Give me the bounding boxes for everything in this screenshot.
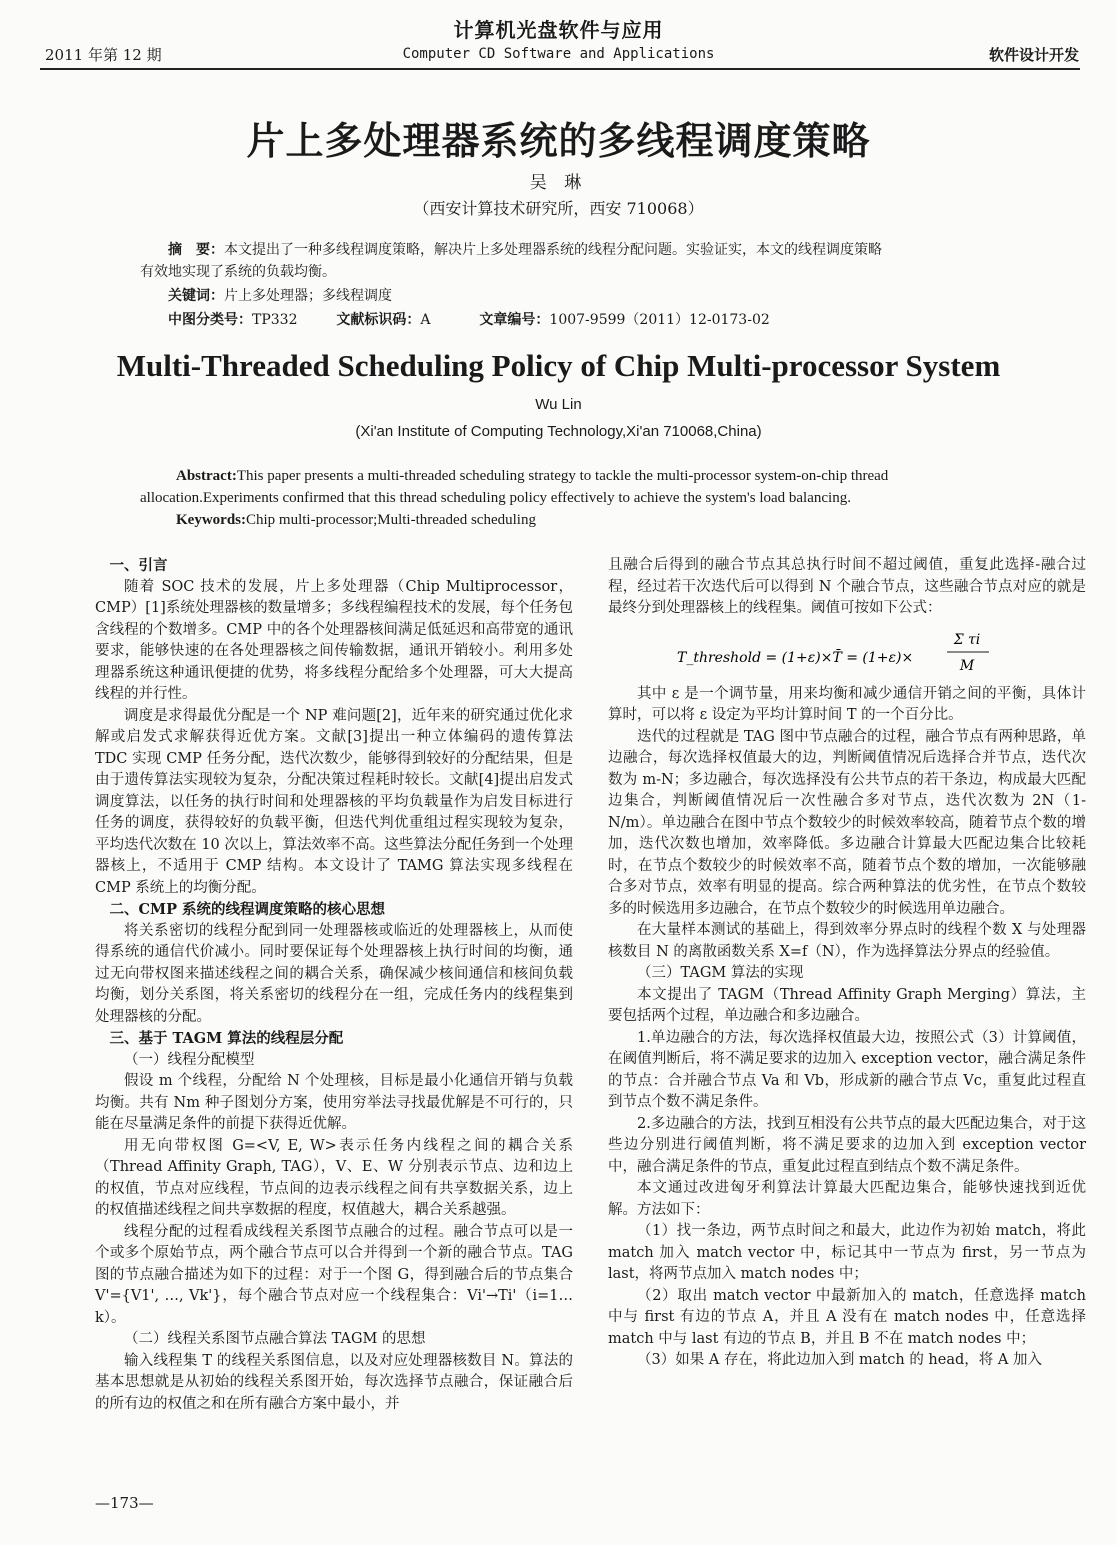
doc-code-value: A <box>420 312 431 328</box>
abstract-en-text2: allocation.Experiments confirmed that this thread scheduling policy effectively to achieve the system's load balancing. <box>140 490 851 506</box>
paragraph: 在大量样本测试的基础上，得到效率分界点时的线程个数 X 与处理器核数目 N 的离散函数关系 X=f（N），作为选择算法分界点的经验值。 <box>608 922 1086 960</box>
section-heading-tagm: 三、基于 TAGM 算法的线程层分配 <box>109 1030 344 1047</box>
formula-numerator: Σ τi <box>953 631 981 648</box>
abstract-cn-line1 <box>140 240 1108 260</box>
subsection-heading-implementation: （三）TAGM 算法的实现 <box>637 965 804 981</box>
journal-title-cn: 计算机光盘软件与应用 <box>453 18 664 42</box>
paragraph: 输入线程集 T 的线程关系图信息，以及对应处理器核数目 N。算法的基本思想就是从初始的线程关系图开始，每次选择节点融合，保证融合后的所有边的权值之和在所有融合方案中最小，并 <box>95 1352 573 1412</box>
abstract-en-text1: This paper presents a multi-threaded scheduling strategy to tackle the multi-processor system-on-chip thread <box>236 468 889 484</box>
formula-lhs: T_threshold = (1+ε)×T̄ = (1+ε)× <box>677 649 914 666</box>
author-en: Wu Lin <box>535 396 582 413</box>
clc-label: 中图分类号： <box>168 312 252 328</box>
paragraph: 本文通过改进匈牙利算法计算最大匹配边集合，能够快速找到近优解。方法如下： <box>608 1180 1086 1218</box>
journal-title-en: Computer CD Software and Applications <box>402 46 715 62</box>
paragraph: 本文提出了 TAGM（Thread Affinity Graph Merging）算法，主要包括两个过程，单边融合和多边融合。 <box>608 986 1086 1024</box>
formula-graphic <box>667 620 1027 684</box>
paragraph: 用无向带权图 G=<V, E, W>表示任务内线程之间的耦合关系（Thread Affinity Graph, TAG），V、E、W 分别表示节点、边和边上的权值，节点对应线程，节点间的边表示线程之间有共享数据关系，边上的权值描述线程之间共享数据的程度，权值越大，耦合关系越强。 <box>95 1137 573 1218</box>
paragraph: 调度是求得最优分配是一个 NP 难问题[2]，近年来的研究通过优化求解或启发式求解获得近优方案。文献[3]提出一种立体编码的遗传算法 TDC 实现 CMP 任务分配，迭代次数少，能够得到较好的分配结果，但是由于遗传算法实现较为复杂，分配决策过程耗时较长。文献[4]提出启发式调度算法，以任务的执行时间和处理器核的平均负载量作为启发目标进行任务的调度，获得较好的负载平衡，但迭代判优重组过程实现较为复杂，平均迭代次数在 10 次以上，算法效率不高。这些算法分配任务到一个处理器核上，不适用于 CMP 结构。本文设计了 TAMG 算法实现多线程在 CMP 系统上的均衡分配。 <box>95 707 573 896</box>
subsection-heading-model: （一）线程分配模型 <box>124 1051 255 1068</box>
header-divider <box>40 68 1080 70</box>
keywords-en: Chip multi-processor;Multi-threaded scheduling <box>246 512 536 528</box>
abstract-en-label: Abstract: <box>176 468 237 484</box>
article-number-value: 1007-9599（2011）12-0173-02 <box>549 312 770 328</box>
list-item: （3）如果 A 存在，将此边加入到 match 的 head，将 A 加入 <box>637 1352 1042 1368</box>
author-cn: 吴 琳 <box>529 173 588 193</box>
article-number-label: 文章编号： <box>479 312 550 328</box>
affiliation-en: (Xi'an Institute of Computing Technology,Xi'an 710068,China) <box>355 423 762 440</box>
keywords-en-label: Keywords: <box>176 512 246 528</box>
paragraph: 且融合后得到的融合节点其总执行时间不超过阈值，重复此选择-融合过程，经过若干次迭代后可以得到 N 个融合节点，这些融合节点对应的就是最终分到处理器核上的线程集。阈值可按如下公式： <box>608 557 1086 616</box>
keywords-cn-line <box>140 286 1108 306</box>
paragraph: 线程分配的过程看成线程关系图节点融合的过程。融合节点可以是一个或多个原始节点，两个融合节点可以合并得到一个新的融合节点。TAG 图的节点融合描述为如下的过程：对于一个图 G，得到融合后的节点集合 V'={V1', …, Vk'}，每个融合节点对应一个线程集合：Vi'→Ti'（i=1…k）。 <box>95 1223 573 1326</box>
keywords-cn: 片上多处理器；多线程调度 <box>224 288 392 304</box>
body-left-column <box>95 555 573 1415</box>
paper-title-cn: 片上多处理器系统的多线程调度策略 <box>246 118 871 163</box>
paragraph: 2.多边融合的方法，找到互相没有公共节点的最大匹配边集合，对于这些边分别进行阈值判断，将不满足要求的边加入到 exception vector 中，融合满足条件的节点，重复此过程直到结点个数不满足条件。 <box>608 1115 1086 1175</box>
paragraph: 迭代的过程就是 TAG 图中节点融合的过程，融合节点有两种思路，单边融合，每次选择权值最大的边，判断阈值情况后选择合并节点，迭代次数为 m-N；多边融合，每次选择没有公共节点的若干条边，构成最大匹配边集合，判断阈值情况后一次性融合多对节点，迭代次数为 2N（1-N/m）。单边融合在图中节点个数较少的时候效率较高，随着节点个数的增加，迭代次数也增加，效率降低。多边融合计算最大匹配边集合比较耗时，在节点个数较少的时候效率不高，随着节点个数的增加，一次能够融合多对节点，效率有明显的提高。综合两种算法的优劣性，在节点个数较多的时候选用多边融合，在节点个数较少的时候选用单边融合。 <box>608 728 1086 917</box>
list-item: （2）取出 match vector 中最新加入的 match，任意选择 match 中与 first 有边的节点 A，并且 A 没有在 match nodes 中，任意选择 match 中与 last 有边的节点 B，并且 B 不在 match nodes 中； <box>608 1287 1086 1347</box>
subsection-heading-idea: （二）线程关系图节点融合算法 TAGM 的思想 <box>124 1331 426 1347</box>
abstract-en-line1 <box>140 465 1076 487</box>
keywords-cn-label: 关键词： <box>168 288 224 304</box>
section-heading-core-idea: 二、CMP 系统的线程调度策略的核心思想 <box>109 901 386 918</box>
list-item: （1）找一条边，两节点时间之和最大，此边作为初始 match，将此 match 加入 match vector 中，标记其中一节点为 first，另一节点为 last，将两节点加入 match nodes 中； <box>608 1223 1086 1282</box>
section-heading-intro: 一、引言 <box>109 557 168 574</box>
paragraph: 假设 m 个线程，分配给 N 个处理核，目标是最小化通信开销与负载均衡。共有 Nm 种子图划分方案，使用穷举法寻找最优解是不可行的，只能在尽量满足条件的前提下获得近优解。 <box>95 1073 573 1132</box>
threshold-formula <box>608 620 1086 684</box>
classification-line <box>140 310 1108 330</box>
paper-title-en: Multi-Threaded Scheduling Policy of Chip Multi-processor System <box>116 348 1001 383</box>
abstract-cn-text1: 本文提出了一种多线程调度策略，解决片上多处理器系统的线程分配问题。实验证实，本文的线程调度策略 <box>224 242 882 258</box>
section-label: 软件设计开发 <box>988 46 1079 64</box>
paragraph: 其中 ε 是一个调节量，用来均衡和减少通信开销之间的平衡，具体计算时，可以将 ε 设定为平均计算时间 T 的一个百分比。 <box>608 685 1086 723</box>
keywords-en-line <box>140 509 1076 531</box>
abstract-cn-text2: 有效地实现了系统的负载均衡。 <box>140 264 336 280</box>
abstract-cn-label: 摘 要： <box>168 242 224 258</box>
body-right-column <box>608 555 1086 1372</box>
paragraph: 1.单边融合的方法，每次选择权值最大边，按照公式（3）计算阈值，在阈值判断后，将不满足要求的边加入 exception vector，融合满足条件的节点：合并融合节点 Va 和 Vb，形成新的融合节点 Vc，重复此过程直到节点个数不满足条件。 <box>608 1029 1086 1110</box>
clc-value: TP332 <box>252 312 298 328</box>
paragraph: 随着 SOC 技术的发展，片上多处理器（Chip Multiprocessor，CMP）[1]系统处理器核的数量增多；多线程编程技术的发展，每个任务包含线程的个数增多。CMP 中的各个处理器核间满足低延迟和高带宽的通讯要求，能够快速的在各处理器核之间传输数据，通讯开销较小。利用多处理器系统这种通讯便捷的优势，将多线程分配给多个处理器，可大大提高线程的并行性。 <box>95 578 573 702</box>
issue-label: 2011 年第 12 期 <box>45 46 162 64</box>
page-number: —173— <box>95 1494 154 1512</box>
affiliation-cn: （西安计算技术研究所，西安 710068） <box>413 199 704 218</box>
formula-denominator: M <box>959 657 975 674</box>
paragraph: 将关系密切的线程分配到同一处理器核或临近的处理器核上，从而使得系统的通信代价减小。同时要保证每个处理器核上执行时间的均衡，通过无向带权图来描述线程之间的耦合关系，确保减少核间通信和核间负载均衡，划分关系图，将关系密切的线程分在一组，完成任务内的线程集到处理器核的分配。 <box>95 922 573 1025</box>
doc-code-label: 文献标识码： <box>336 312 421 328</box>
